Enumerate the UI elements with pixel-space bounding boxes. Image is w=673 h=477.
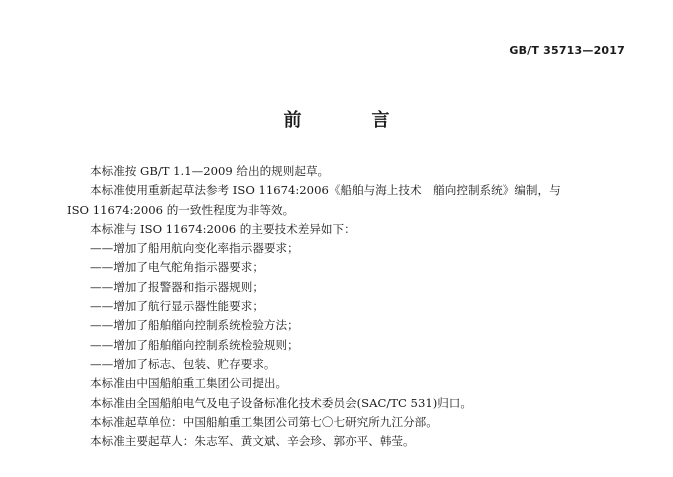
document-body (67, 162, 627, 451)
list-item: ——增加了船舶艏向控制系统检验规则； (90, 337, 299, 352)
paragraph-drafting-rules: 本标准按 GB/T 1.1—2009 给出的规则起草。 (90, 164, 330, 178)
list-item: ——增加了报警器和指示器规则； (90, 279, 264, 294)
list-item: ——增加了船用航向变化率指示器要求； (90, 241, 299, 256)
list-item: ——增加了航行显示器性能要求； (90, 299, 264, 314)
list-item: ——增加了电气舵角指示器要求； (90, 260, 264, 275)
list-item: ——增加了船舶艏向控制系统检验方法； (90, 318, 299, 333)
paragraph-reference-standard-cont: ISO 11674:2006 的一致性程度为非等效。 (67, 202, 295, 217)
paragraph-drafters: 本标准主要起草人：朱志军、黄文斌、辛会珍、郭亦平、韩莹。 (90, 434, 415, 449)
standard-code: GB/T 35713—2017 (509, 44, 625, 57)
paragraph-differences-intro: 本标准与 ISO 11674:2006 的主要技术差异如下： (90, 221, 356, 236)
paragraph-drafting-unit: 本标准起草单位：中国船舶重工集团公司第七〇七研究所九江分部。 (90, 414, 438, 429)
paragraph-proposer: 本标准由中国船舶重工集团公司提出。 (90, 376, 288, 391)
paragraph-reference-standard: 本标准使用重新起草法参考 ISO 11674:2006《船舶与海上技术 艏向控制系统》编制，与 (90, 183, 561, 198)
paragraph-administrator: 本标准由全国船舶电气及电子设备标准化技术委员会(SAC/TC 531)归口。 (90, 395, 472, 410)
list-item: ——增加了标志、包装、贮存要求。 (90, 356, 276, 371)
page-title: 前 言 (283, 110, 416, 131)
